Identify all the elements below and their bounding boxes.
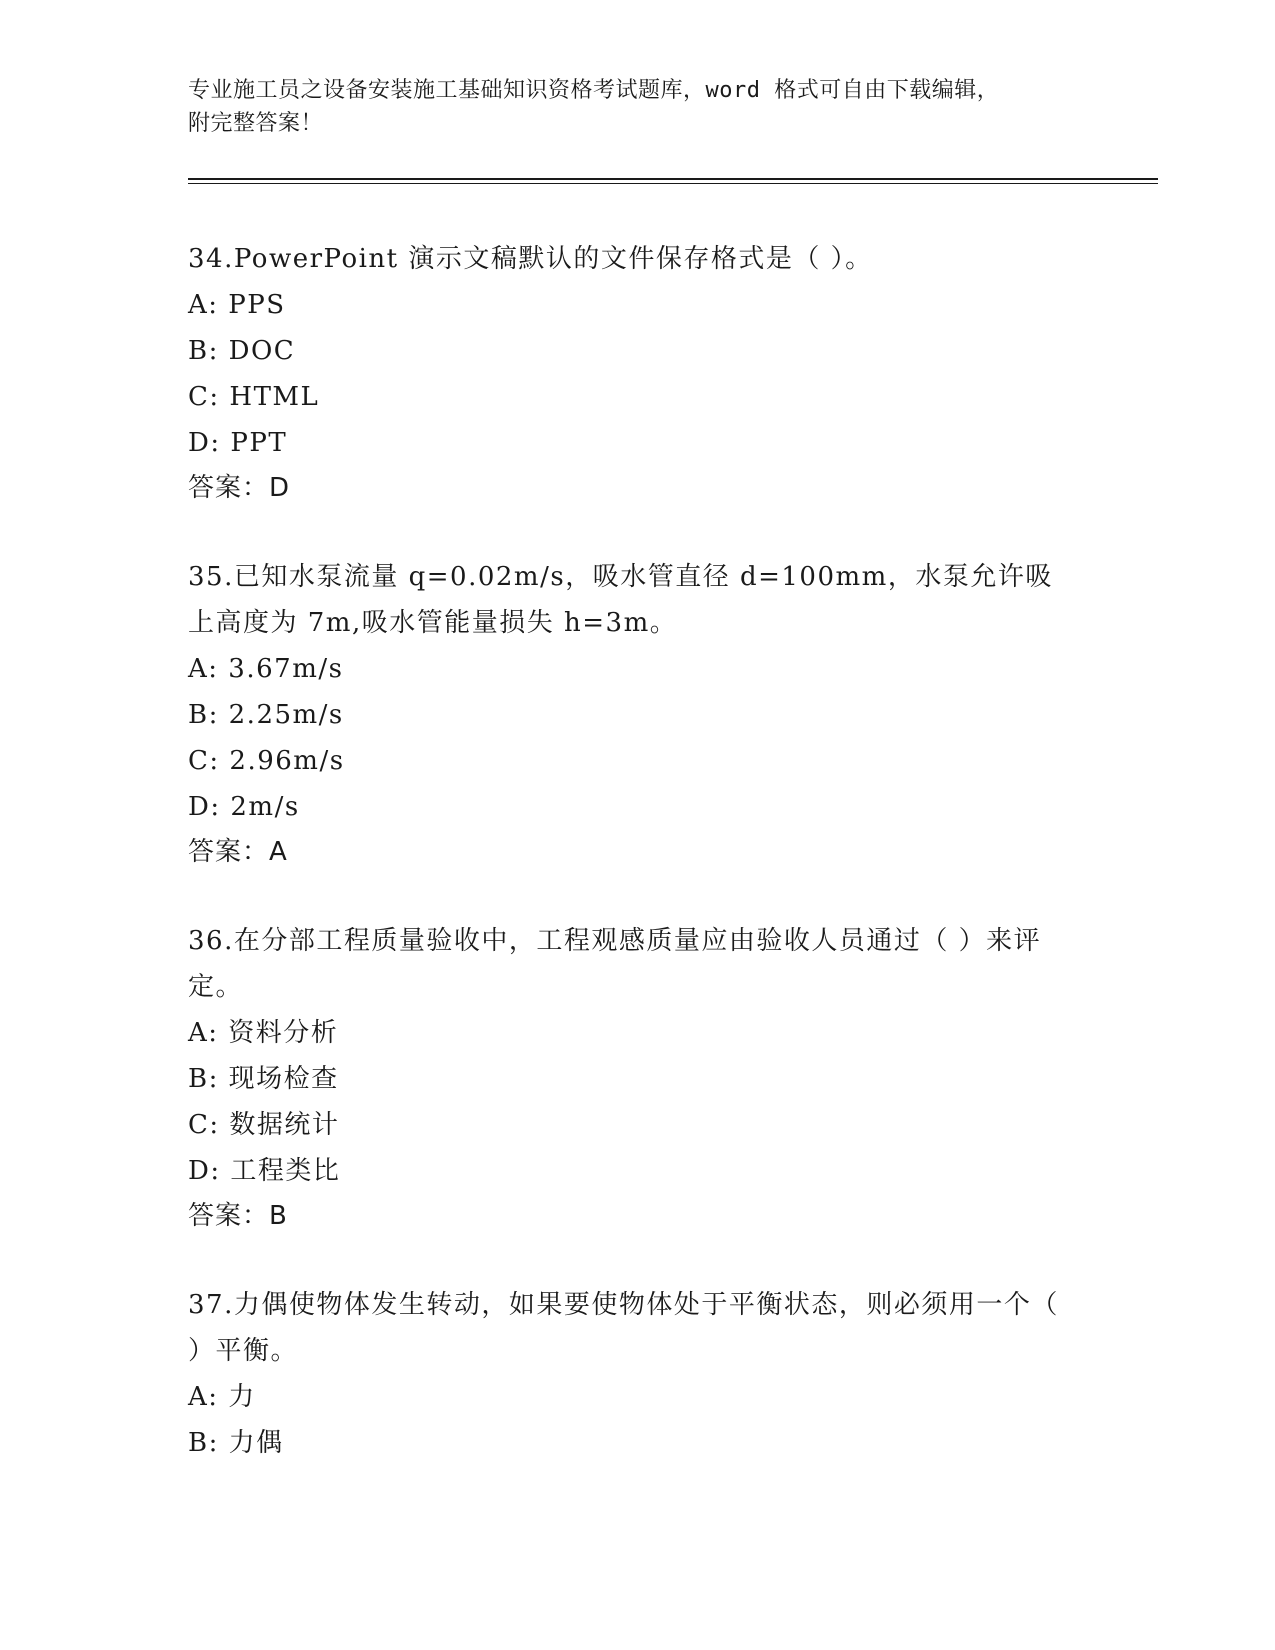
option-b: B: 力偶: [188, 1428, 284, 1458]
header-line-1: 专业施工员之设备安装施工基础知识资格考试题库，word 格式可自由下载编辑，: [188, 78, 1000, 103]
option-b: B: DOC: [188, 336, 296, 366]
answer-line: 答案：A: [188, 837, 288, 867]
option-a: A: 3.67m/s: [188, 654, 344, 684]
header-line-2: 附完整答案！: [188, 111, 324, 136]
question-34: [188, 236, 1068, 510]
option-d: D: 2m/s: [188, 792, 300, 822]
option-a: A: PPS: [188, 290, 286, 320]
option-c: C: 数据统计: [188, 1110, 340, 1140]
question-37: [188, 1282, 1068, 1466]
option-d: D: PPT: [188, 428, 288, 458]
question-stem: 37.力偶使物体发生转动，如果要使物体处于平衡状态，则必须用一个（ ）平衡。: [188, 1290, 1059, 1366]
question-list: [188, 236, 1068, 1510]
answer-line: 答案：B: [188, 1201, 288, 1231]
question-stem: 35.已知水泵流量 q=0.02m/s，吸水管直径 d=100mm，水泵允许吸上高度为 7m,吸水管能量损失 h=3m。: [188, 562, 1053, 638]
option-a: A: 力: [188, 1382, 256, 1412]
option-a: A: 资料分析: [188, 1018, 339, 1048]
option-d: D: 工程类比: [188, 1156, 341, 1186]
option-c: C: 2.96m/s: [188, 746, 345, 776]
answer-line: 答案：D: [188, 473, 291, 503]
header-divider-thin: [188, 183, 1158, 184]
document-header: [188, 74, 1068, 140]
option-b: B: 现场检查: [188, 1064, 339, 1094]
question-stem: 34.PowerPoint 演示文稿默认的文件保存格式是（ ）。: [188, 244, 873, 274]
option-b: B: 2.25m/s: [188, 700, 344, 730]
option-c: C: HTML: [188, 382, 320, 412]
header-divider-thick: [188, 178, 1158, 180]
question-stem: 36.在分部工程质量验收中，工程观感质量应由验收人员通过（ ）来评定。: [188, 926, 1042, 1002]
question-36: [188, 918, 1068, 1238]
question-35: [188, 554, 1068, 874]
